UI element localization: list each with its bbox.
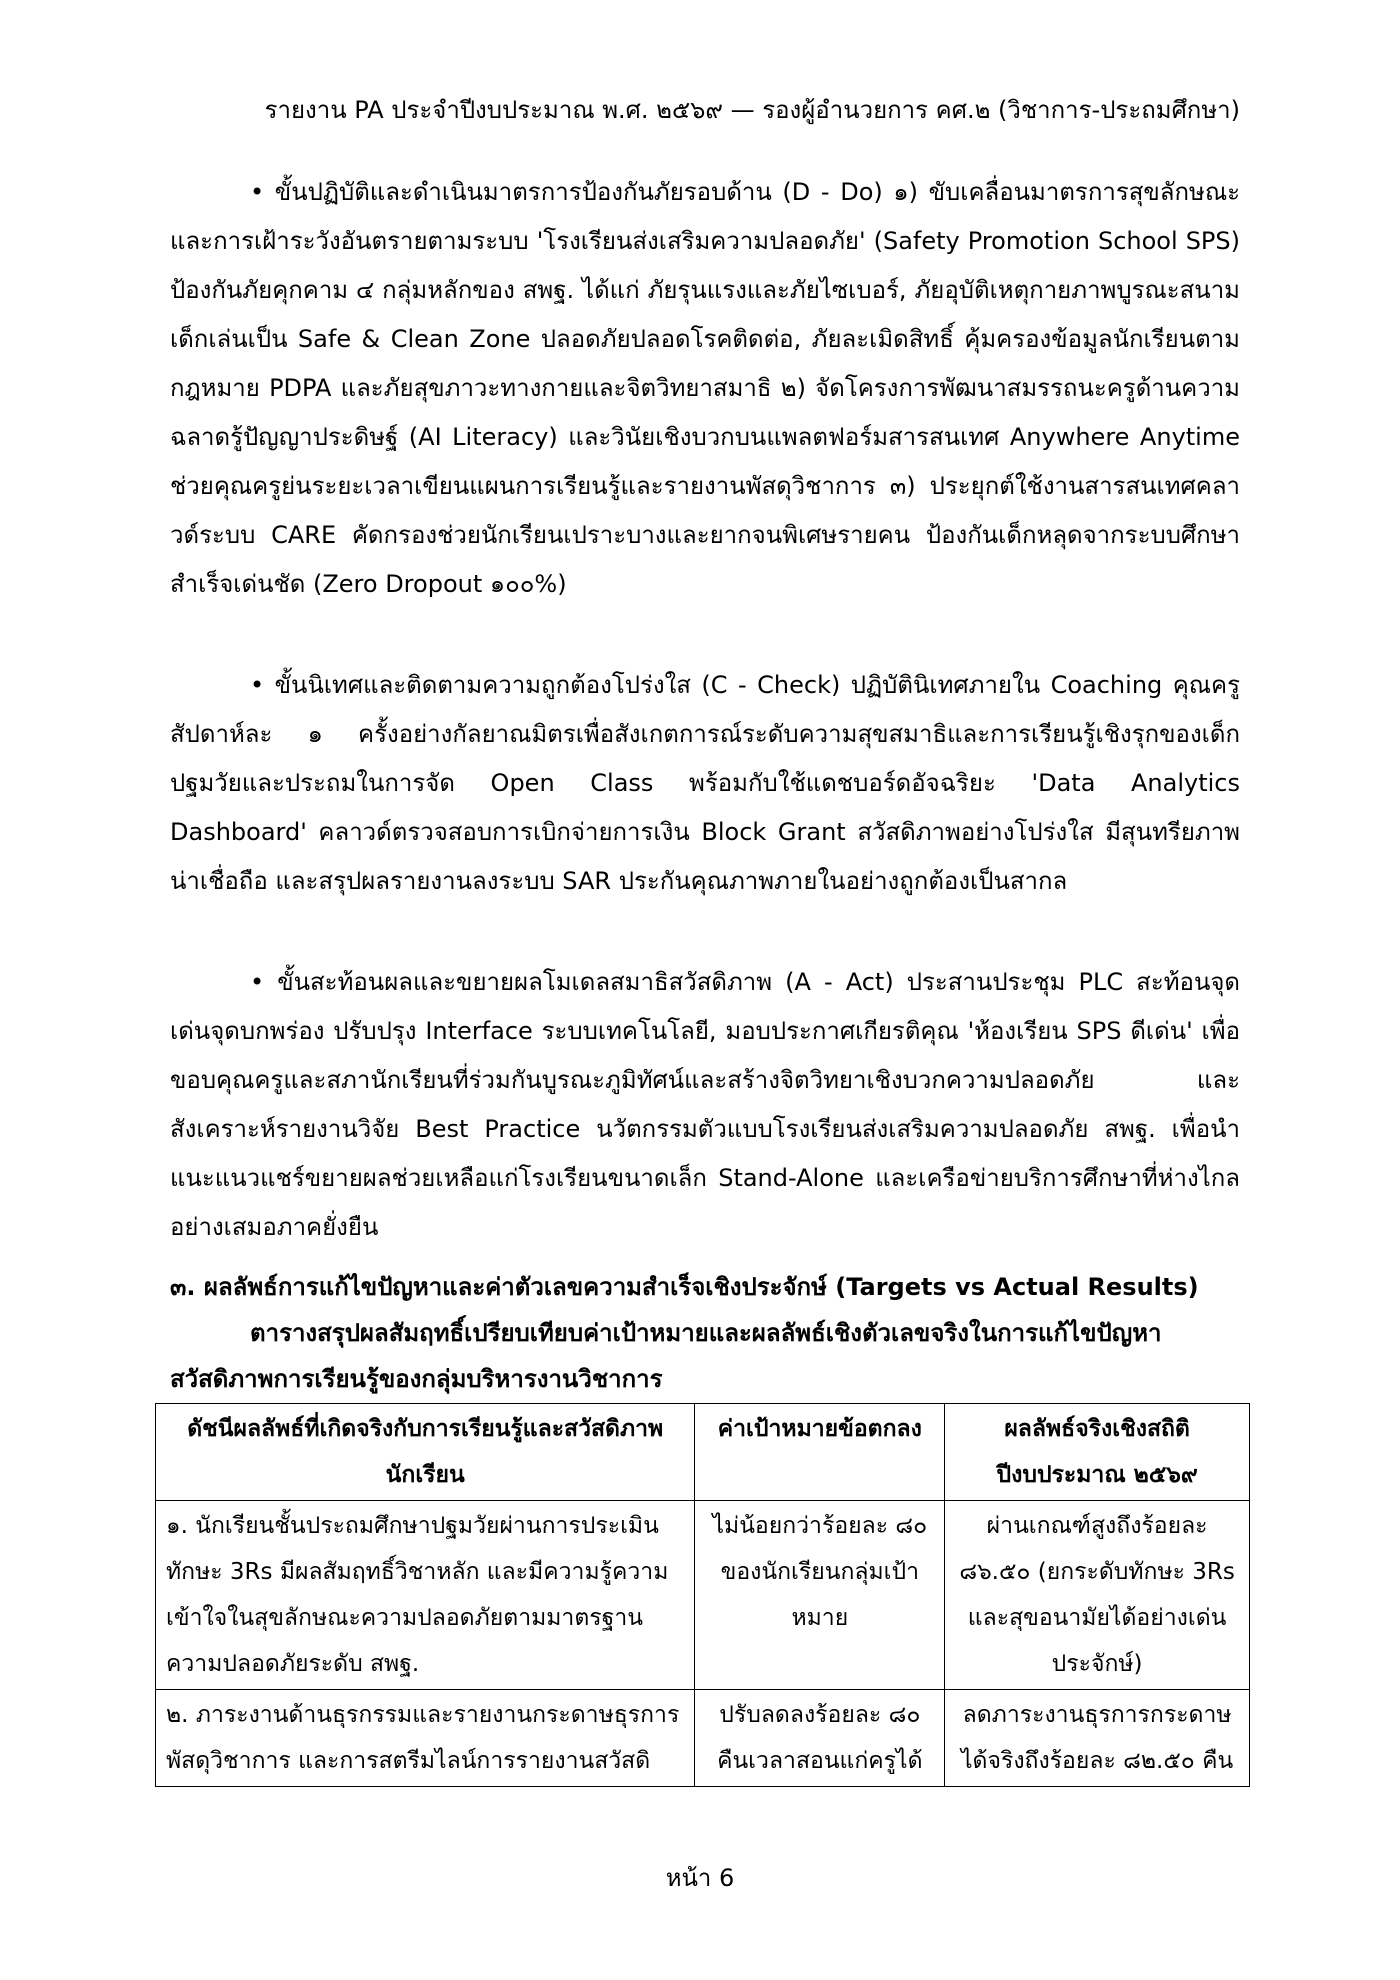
cell-actual: ลดภาระงานธุรการกระดาษได้จริงถึงร้อยละ ๘๒.๕๐ คืน (945, 1690, 1250, 1787)
results-table-container (155, 1403, 1250, 1803)
paragraph-do (170, 168, 1240, 609)
paragraph-check-text: • ขั้นนิเทศและติดตามความถูกต้องโปร่งใส (C - Check) ปฏิบัตินิเทศภายใน Coaching คุณครูสัปดาห์ละ ๑ ครั้งอย่างกัลยาณมิตรเพื่อสังเกตการณ์ระดับความสุขสมาธิและการเรียนรู้เชิงรุกของเด็กปฐมวัยและประถมในการจัด Open Class พร้อมกับใช้แดชบอร์ดอัจฉริยะ 'Data Analytics Dashboard' คลาวด์ตรวจสอบการเบิกจ่ายการเงิน Block Grant สวัสดิภาพอย่างโปร่งใส มีสุนทรียภาพน่าเชื่อถือ และสรุปผลรายงานลงระบบ SAR ประกันคุณภาพภายในอย่างถูกต้องเป็นสากล (170, 671, 1240, 895)
results-table (155, 1403, 1250, 1787)
cell-target: ปรับลดลงร้อยละ ๘๐ คืนเวลาสอนแก่ครูได้ (695, 1690, 945, 1787)
paragraph-act (170, 958, 1240, 1252)
cell-indicator: ๑. นักเรียนชั้นประถมศึกษาปฐมวัยผ่านการประเมินทักษะ 3Rs มีผลสัมฤทธิ์วิชาหลัก และมีความรู้ความเข้าใจในสุขลักษณะความปลอดภัยตามมาตรฐานความปลอดภัยระดับ สพฐ. (156, 1501, 695, 1690)
header-indicator: ดัชนีผลลัพธ์ที่เกิดจริงกับการเรียนรู้และสวัสดิภาพนักเรียน (156, 1404, 695, 1501)
paragraph-do-text: • ขั้นปฏิบัติและดำเนินมาตรการป้องกันภัยรอบด้าน (D - Do) ๑) ขับเคลื่อนมาตรการสุขลักษณะและการเฝ้าระวังอันตรายตามระบบ 'โรงเรียนส่งเสริมความปลอดภัย' (Safety Promotion School SPS) ป้องกันภัยคุกคาม ๔ กลุ่มหลักของ สพฐ. ได้แก่ ภัยรุนแรงและภัยไซเบอร์, ภัยอุบัติเหตุกายภาพบูรณะสนามเด็กเล่นเป็น Safe & Clean Zone ปลอดภัยปลอดโรคติดต่อ, ภัยละเมิดสิทธิ์ คุ้มครองข้อมูลนักเรียนตามกฎหมาย PDPA และภัยสุขภาวะทางกายและจิตวิทยาสมาธิ ๒) จัดโครงการพัฒนาสมรรถนะครูด้านความฉลาดรู้ปัญญาประดิษฐ์ (AI Literacy) และวินัยเชิงบวกบนแพลตฟอร์มสารสนเทศ Anywhere Anytime ช่วยคุณครูย่นระยะเวลาเขียนแผนการเรียนรู้และรายงานพัสดุวิชาการ ๓) ประยุกต์ใช้งานสารสนเทศคลาวด์ระบบ CARE คัดกรองช่วยนักเรียนเปราะบางและยากจนพิเศษรายคน ป้องกันเด็กหลุดจากระบบศึกษาสำเร็จเด่นชัด (Zero Dropout ๑๐๐%) (170, 178, 1240, 598)
paragraph-check (170, 661, 1240, 906)
page-number: หน้า 6 (665, 1864, 735, 1892)
header-actual: ผลลัพธ์จริงเชิงสถิติ ปีงบประมาณ ๒๕๖๙ (945, 1404, 1250, 1501)
table-caption (170, 1310, 1240, 1402)
header-target: ค่าเป้าหมายข้อตกลง (695, 1404, 945, 1501)
cell-actual: ผ่านเกณฑ์สูงถึงร้อยละ ๘๖.๕๐ (ยกระดับทักษะ 3Rs และสุขอนามัยได้อย่างเด่นประจักษ์) (945, 1501, 1250, 1690)
section-heading: ๓. ผลลัพธ์การแก้ไขปัญหาและค่าตัวเลขความสำเร็จเชิงประจักษ์ (Targets vs Actual Results) (170, 1273, 1199, 1301)
cell-indicator: ๒. ภาระงานด้านธุรกรรมและรายงานกระดาษธุรการพัสดุวิชาการ และการสตรีมไลน์การรายงานสวัสดิ (156, 1690, 695, 1787)
table-caption-text: ตารางสรุปผลสัมฤทธิ์เปรียบเทียบค่าเป้าหมายและผลลัพธ์เชิงตัวเลขจริงในการแก้ไขปัญหาสวัสดิภาพการเรียนรู้ของกลุ่มบริหารงานวิชาการ (170, 1319, 1162, 1393)
cell-target: ไม่น้อยกว่าร้อยละ ๘๐ ของนักเรียนกลุ่มเป้าหมาย (695, 1501, 945, 1690)
page-header: รายงาน PA ประจำปีงบประมาณ พ.ศ. ๒๕๖๙ — รองผู้อำนวยการ คศ.๒ (วิชาการ-ประถมศึกษา) (264, 96, 1240, 124)
table-header-row (156, 1404, 1250, 1501)
paragraph-act-text: • ขั้นสะท้อนผลและขยายผลโมเดลสมาธิสวัสดิภาพ (A - Act) ประสานประชุม PLC สะท้อนจุดเด่นจุดบกพร่อง ปรับปรุง Interface ระบบเทคโนโลยี, มอบประกาศเกียรติคุณ 'ห้องเรียน SPS ดีเด่น' เพื่อขอบคุณครูและสภานักเรียนที่ร่วมกันบูรณะภูมิทัศน์และสร้างจิตวิทยาเชิงบวกความปลอดภัย และสังเคราะห์รายงานวิจัย Best Practice นวัตกรรมตัวแบบโรงเรียนส่งเสริมความปลอดภัย สพฐ. เพื่อนำแนะแนวแชร์ขยายผลช่วยเหลือแก่โรงเรียนขนาดเล็ก Stand-Alone และเครือข่ายบริการศึกษาที่ห่างไกลอย่างเสมอภาคยั่งยืน (170, 968, 1240, 1241)
table-row (156, 1690, 1250, 1787)
table-row (156, 1501, 1250, 1690)
page-content (170, 168, 1240, 1402)
